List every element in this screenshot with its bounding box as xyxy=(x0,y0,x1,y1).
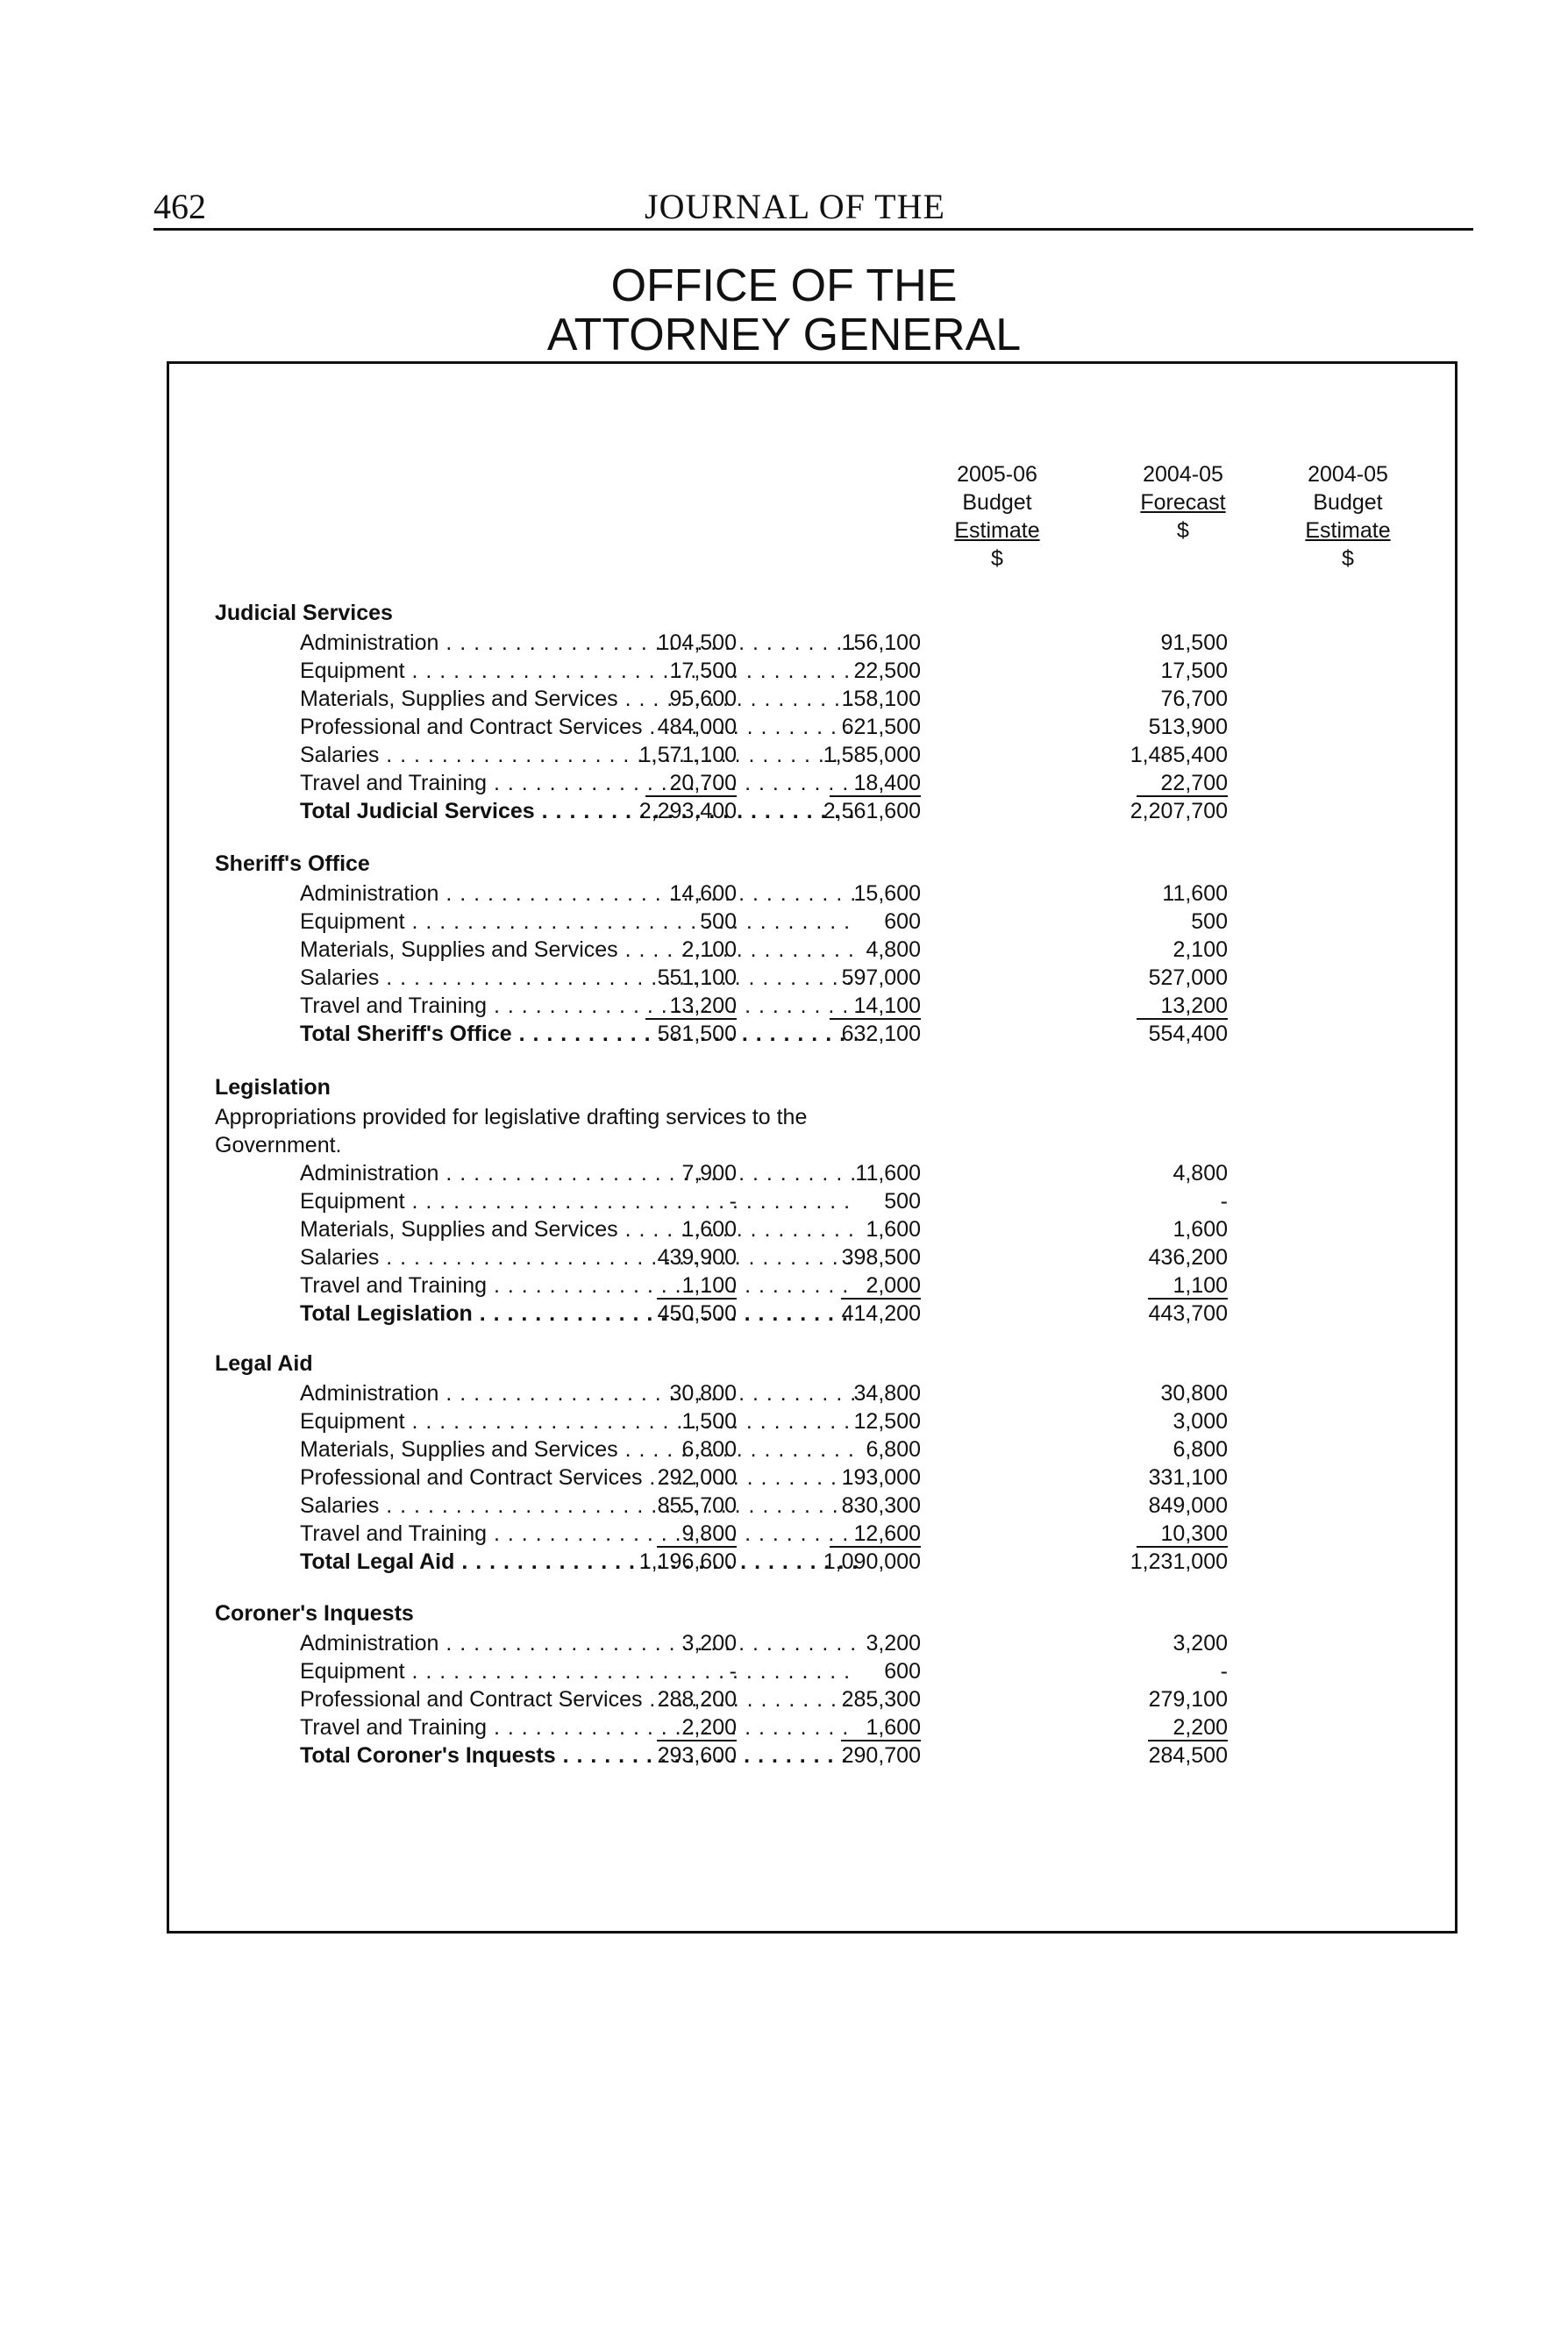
row-value-text: - xyxy=(1220,1659,1228,1684)
table-row xyxy=(300,657,1422,685)
row-label: Salaries . . . xyxy=(300,964,857,992)
row-value xyxy=(1052,1685,1228,1713)
row-label: Professional and Contract Services . . . xyxy=(300,1685,857,1713)
row-value-text: 4,800 xyxy=(1172,1161,1228,1186)
row-value-text: 15,600 xyxy=(853,881,921,906)
row-value-text: 1,100 xyxy=(657,1273,737,1300)
row-value xyxy=(1052,1435,1228,1464)
row-value xyxy=(745,908,921,936)
row-value xyxy=(561,1300,737,1328)
row-value xyxy=(745,1492,921,1520)
row-value xyxy=(561,1243,737,1271)
row-value-text: 76,700 xyxy=(1160,687,1228,711)
row-label: Equipment . . . xyxy=(300,1407,857,1435)
row-value-text: 1,100 xyxy=(1148,1273,1228,1300)
row-value-text: 500 xyxy=(1191,909,1228,934)
row-value-text: 6,800 xyxy=(1172,1437,1228,1462)
table-row xyxy=(300,880,1422,908)
table-row xyxy=(300,1657,1422,1685)
row-value-text: 290,700 xyxy=(841,1743,921,1768)
column-header-unit: $ xyxy=(1177,518,1189,543)
row-value-text: 14,600 xyxy=(669,881,737,906)
table-row xyxy=(300,936,1422,964)
section-note: Appropriations provided for legislative drafting services to the Government. xyxy=(215,1105,808,1157)
row-value-text: 3,200 xyxy=(866,1631,921,1656)
row-value-text: 513,900 xyxy=(1148,715,1228,739)
row-value-text: 285,300 xyxy=(841,1687,921,1712)
table-row xyxy=(300,1464,1422,1492)
column-header-2004-05-estimate xyxy=(1260,460,1436,573)
row-value xyxy=(1052,1741,1228,1770)
section-heading: Coroner's Inquests xyxy=(215,1601,414,1626)
section-heading: Sheriff's Office xyxy=(215,851,370,876)
row-value xyxy=(745,769,921,797)
row-value-text: 849,000 xyxy=(1148,1493,1228,1518)
row-value xyxy=(1052,1629,1228,1657)
row-value-text: 527,000 xyxy=(1148,965,1228,990)
row-value-text: 1,196,600 xyxy=(638,1549,737,1574)
row-label: Equipment . . . xyxy=(300,657,857,685)
row-value xyxy=(561,1020,737,1048)
row-value xyxy=(745,1520,921,1548)
journal-title: JOURNAL OF THE xyxy=(645,187,945,226)
section-heading: Legal Aid xyxy=(215,1351,313,1376)
row-value-text: 293,600 xyxy=(657,1743,737,1768)
row-value xyxy=(745,685,921,713)
row-value-text: 3,000 xyxy=(1172,1409,1228,1434)
row-value xyxy=(1052,1657,1228,1685)
row-value xyxy=(745,1685,921,1713)
row-value xyxy=(561,936,737,964)
row-label: Travel and Training . . . xyxy=(300,992,857,1020)
row-value xyxy=(561,1379,737,1407)
row-value-text: 14,100 xyxy=(830,994,921,1020)
row-value xyxy=(1052,908,1228,936)
table-row xyxy=(300,1300,1422,1328)
row-value xyxy=(745,880,921,908)
row-label: Equipment . . . xyxy=(300,1187,857,1215)
row-value-text: 600 xyxy=(884,909,921,934)
row-value xyxy=(1052,1520,1228,1548)
row-value xyxy=(745,1464,921,1492)
row-value xyxy=(1052,1159,1228,1187)
row-value xyxy=(561,1159,737,1187)
row-value-text: 2,200 xyxy=(1148,1715,1228,1741)
row-label: Total Coroner's Inquests . . . xyxy=(300,1741,857,1770)
row-value-text: 104,500 xyxy=(657,630,737,655)
table-row xyxy=(300,1520,1422,1548)
row-value-text: 288,200 xyxy=(657,1687,737,1712)
row-value-text: 500 xyxy=(884,1189,921,1214)
column-header-line: Estimate xyxy=(1305,518,1391,543)
row-value-text: 581,500 xyxy=(657,1022,737,1046)
row-value xyxy=(561,657,737,685)
table-row xyxy=(300,1685,1422,1713)
row-value xyxy=(561,1464,737,1492)
row-value-text: 158,100 xyxy=(841,687,921,711)
row-value-text: 156,100 xyxy=(841,630,921,655)
row-value-text: 2,207,700 xyxy=(1130,799,1228,823)
column-header-unit: $ xyxy=(991,546,1003,571)
row-label: Travel and Training . . . xyxy=(300,769,857,797)
row-value-text: 22,700 xyxy=(1137,771,1228,797)
row-value-text: 331,100 xyxy=(1148,1465,1228,1490)
table-row xyxy=(300,1187,1422,1215)
table-row xyxy=(300,1435,1422,1464)
row-label: Total Legal Aid . . . xyxy=(300,1548,857,1576)
column-header-2004-05-forecast xyxy=(1095,460,1271,545)
row-value xyxy=(745,1629,921,1657)
row-value xyxy=(561,1657,737,1685)
row-value-text: 443,700 xyxy=(1148,1301,1228,1326)
table-row xyxy=(300,964,1422,992)
row-value-text: 1,585,000 xyxy=(823,743,921,767)
row-label: Total Judicial Services . . . xyxy=(300,797,857,825)
row-value xyxy=(561,1435,737,1464)
page-header xyxy=(153,186,1473,230)
row-value xyxy=(745,657,921,685)
table-row xyxy=(300,685,1422,713)
row-value-text: 1,090,000 xyxy=(823,1549,921,1574)
row-value-text: 450,500 xyxy=(657,1301,737,1326)
row-value xyxy=(745,741,921,769)
row-value xyxy=(561,992,737,1020)
row-value xyxy=(1052,657,1228,685)
table-row xyxy=(300,1215,1422,1243)
section-heading: Legislation xyxy=(215,1075,331,1100)
row-value-text: 3,200 xyxy=(681,1631,737,1656)
row-value xyxy=(1052,685,1228,713)
row-label: Administration . . . xyxy=(300,1379,857,1407)
header-rule xyxy=(153,228,1473,231)
table-row xyxy=(300,1020,1422,1048)
row-label: Travel and Training . . . xyxy=(300,1520,857,1548)
row-value xyxy=(561,1187,737,1215)
row-value xyxy=(1052,1407,1228,1435)
row-value xyxy=(561,1548,737,1576)
row-value-text: 597,000 xyxy=(841,965,921,990)
row-value-text: 398,500 xyxy=(841,1245,921,1270)
row-value-text: 20,700 xyxy=(645,771,737,797)
row-value xyxy=(561,685,737,713)
row-value-text: 2,100 xyxy=(681,937,737,962)
row-value xyxy=(1052,1187,1228,1215)
table-row xyxy=(300,713,1422,741)
row-value-text: 1,500 xyxy=(681,1409,737,1434)
row-value xyxy=(561,1271,737,1300)
row-value xyxy=(561,1713,737,1741)
row-value xyxy=(1052,880,1228,908)
table-row xyxy=(300,992,1422,1020)
row-value xyxy=(745,1159,921,1187)
column-header-line: 2004-05 xyxy=(1143,462,1223,487)
row-value xyxy=(561,880,737,908)
row-value xyxy=(745,1435,921,1464)
row-value xyxy=(745,1379,921,1407)
row-value-text: - xyxy=(729,1189,737,1214)
row-value xyxy=(561,1492,737,1520)
row-value-text: 10,300 xyxy=(1137,1521,1228,1548)
row-value xyxy=(561,1520,737,1548)
row-value-text: 30,800 xyxy=(669,1381,737,1406)
row-value-text: 34,800 xyxy=(853,1381,921,1406)
row-value xyxy=(1052,1548,1228,1576)
row-value-text: 484,000 xyxy=(657,715,737,739)
row-value-text: 830,300 xyxy=(841,1493,921,1518)
row-value-text: 500 xyxy=(700,909,737,934)
row-value xyxy=(745,992,921,1020)
row-value-text: 91,500 xyxy=(1160,630,1228,655)
row-value xyxy=(1052,713,1228,741)
page-title xyxy=(0,261,1568,360)
row-value xyxy=(745,1713,921,1741)
row-value xyxy=(1052,1271,1228,1300)
row-value-text: 855,700 xyxy=(657,1493,737,1518)
row-value-text: 22,500 xyxy=(853,659,921,683)
row-value xyxy=(1052,1464,1228,1492)
row-value-text: 30,800 xyxy=(1160,1381,1228,1406)
row-label: Travel and Training . . . xyxy=(300,1271,857,1300)
row-value-text: - xyxy=(729,1659,737,1684)
row-value-text: 2,561,600 xyxy=(823,799,921,823)
table-row xyxy=(300,908,1422,936)
row-label: Administration . . . xyxy=(300,629,857,657)
table-row xyxy=(300,1741,1422,1770)
row-value-text: 551,100 xyxy=(657,965,737,990)
column-header-line: Budget xyxy=(962,490,1032,515)
row-value xyxy=(745,713,921,741)
section-heading: Judicial Services xyxy=(215,601,393,625)
row-value-text: 17,500 xyxy=(1160,659,1228,683)
row-value-text: 6,800 xyxy=(681,1437,737,1462)
row-label: Equipment . . . xyxy=(300,1657,857,1685)
title-line-1: OFFICE OF THE xyxy=(610,260,958,311)
row-label: Administration . . . xyxy=(300,1159,857,1187)
table-row xyxy=(300,1713,1422,1741)
row-value xyxy=(1052,1215,1228,1243)
row-value xyxy=(745,1187,921,1215)
row-value xyxy=(561,964,737,992)
row-value xyxy=(1052,769,1228,797)
row-value-text: 292,000 xyxy=(657,1465,737,1490)
row-value-text: 1,600 xyxy=(841,1715,921,1741)
table-row xyxy=(300,1271,1422,1300)
row-value-text: 7,900 xyxy=(681,1161,737,1186)
row-value xyxy=(1052,629,1228,657)
row-label: Professional and Contract Services . . . xyxy=(300,713,857,741)
row-value-text: 12,500 xyxy=(853,1409,921,1434)
row-value xyxy=(745,964,921,992)
row-value-text: 600 xyxy=(884,1659,921,1684)
row-label: Administration . . . xyxy=(300,1629,857,1657)
row-value-text: 13,200 xyxy=(1137,994,1228,1020)
row-value-text: 284,500 xyxy=(1148,1743,1228,1768)
row-value xyxy=(561,908,737,936)
row-value xyxy=(1052,936,1228,964)
row-value xyxy=(561,629,737,657)
row-value xyxy=(745,936,921,964)
row-label: Materials, Supplies and Services . . . xyxy=(300,936,857,964)
row-value xyxy=(561,1407,737,1435)
row-value xyxy=(561,769,737,797)
row-value-text: 6,800 xyxy=(866,1437,921,1462)
column-header-line: Forecast xyxy=(1140,490,1226,515)
row-value-text: - xyxy=(1220,1189,1228,1214)
row-value xyxy=(1052,964,1228,992)
row-value-text: 414,200 xyxy=(841,1301,921,1326)
table-row xyxy=(300,1548,1422,1576)
row-value xyxy=(1052,797,1228,825)
page-number: 462 xyxy=(153,187,206,226)
table-row xyxy=(300,769,1422,797)
table-row xyxy=(300,1379,1422,1407)
row-value xyxy=(561,797,737,825)
row-label: Materials, Supplies and Services . . . xyxy=(300,685,857,713)
row-value xyxy=(561,1741,737,1770)
row-value xyxy=(1052,1020,1228,1048)
table-row xyxy=(300,1492,1422,1520)
row-value-text: 1,600 xyxy=(681,1217,737,1242)
table-row xyxy=(300,1159,1422,1187)
row-value xyxy=(561,741,737,769)
column-header-2005-06-estimate xyxy=(909,460,1085,573)
row-value xyxy=(745,1243,921,1271)
title-line-2: ATTORNEY GENERAL xyxy=(546,310,1022,360)
table-row xyxy=(300,1407,1422,1435)
column-header-line: 2004-05 xyxy=(1308,462,1388,487)
row-value xyxy=(1052,1492,1228,1520)
column-header-unit: $ xyxy=(1342,546,1354,571)
row-value xyxy=(1052,1243,1228,1271)
row-value-text: 2,100 xyxy=(1172,937,1228,962)
row-value-text: 3,200 xyxy=(1172,1631,1228,1656)
column-header-line: Budget xyxy=(1313,490,1383,515)
row-value xyxy=(1052,1300,1228,1328)
table-row xyxy=(300,741,1422,769)
row-label: Materials, Supplies and Services . . . xyxy=(300,1435,857,1464)
row-value-text: 439,900 xyxy=(657,1245,737,1270)
row-value xyxy=(745,629,921,657)
row-value xyxy=(561,713,737,741)
row-value-text: 279,100 xyxy=(1148,1687,1228,1712)
row-label: Equipment . . . xyxy=(300,908,857,936)
table-row xyxy=(300,629,1422,657)
row-value-text: 4,800 xyxy=(866,937,921,962)
row-value xyxy=(561,1685,737,1713)
row-value-text: 2,200 xyxy=(657,1715,737,1741)
row-value-text: 18,400 xyxy=(830,771,921,797)
row-value-text: 17,500 xyxy=(669,659,737,683)
row-label: Administration . . . xyxy=(300,880,857,908)
row-value xyxy=(745,1548,921,1576)
table-row xyxy=(300,797,1422,825)
row-value xyxy=(1052,1713,1228,1741)
row-value-text: 95,600 xyxy=(669,687,737,711)
row-value xyxy=(745,1020,921,1048)
row-value-text: 554,400 xyxy=(1148,1022,1228,1046)
row-value-text: 436,200 xyxy=(1148,1245,1228,1270)
row-value-text: 9,800 xyxy=(657,1521,737,1548)
row-value-text: 1,571,100 xyxy=(638,743,737,767)
row-value xyxy=(745,1271,921,1300)
row-value xyxy=(745,1215,921,1243)
row-label: Materials, Supplies and Services . . . xyxy=(300,1215,857,1243)
table-row xyxy=(300,1243,1422,1271)
row-label: Total Sheriff's Office . . . xyxy=(300,1020,857,1048)
row-value-text: 1,600 xyxy=(1172,1217,1228,1242)
row-value xyxy=(1052,741,1228,769)
column-header-line: Estimate xyxy=(954,518,1040,543)
row-value-text: 12,600 xyxy=(830,1521,921,1548)
row-value xyxy=(745,1407,921,1435)
row-value-text: 632,100 xyxy=(841,1022,921,1046)
row-label: Salaries . . . xyxy=(300,1492,857,1520)
row-value-text: 1,485,400 xyxy=(1130,743,1228,767)
row-value xyxy=(1052,992,1228,1020)
row-value-text: 2,000 xyxy=(841,1273,921,1300)
row-label: Total Legislation . . . xyxy=(300,1300,857,1328)
row-value xyxy=(745,1657,921,1685)
row-value-text: 11,600 xyxy=(1162,881,1228,906)
row-value-text: 2,293,400 xyxy=(638,799,737,823)
row-value xyxy=(745,797,921,825)
row-value-text: 13,200 xyxy=(645,994,737,1020)
row-value xyxy=(561,1629,737,1657)
row-value-text: 1,231,000 xyxy=(1130,1549,1228,1574)
row-value xyxy=(1052,1379,1228,1407)
row-value-text: 193,000 xyxy=(841,1465,921,1490)
row-value xyxy=(561,1215,737,1243)
row-label: Salaries . . . xyxy=(300,741,857,769)
row-value-text: 11,600 xyxy=(855,1161,921,1186)
row-label: Salaries . . . xyxy=(300,1243,857,1271)
row-value-text: 621,500 xyxy=(841,715,921,739)
table-row xyxy=(300,1629,1422,1657)
column-header-line: 2005-06 xyxy=(957,462,1037,487)
row-value-text: 1,600 xyxy=(866,1217,921,1242)
row-label: Travel and Training . . . xyxy=(300,1713,857,1741)
row-value xyxy=(745,1300,921,1328)
row-value xyxy=(745,1741,921,1770)
row-label: Professional and Contract Services . . . xyxy=(300,1464,857,1492)
